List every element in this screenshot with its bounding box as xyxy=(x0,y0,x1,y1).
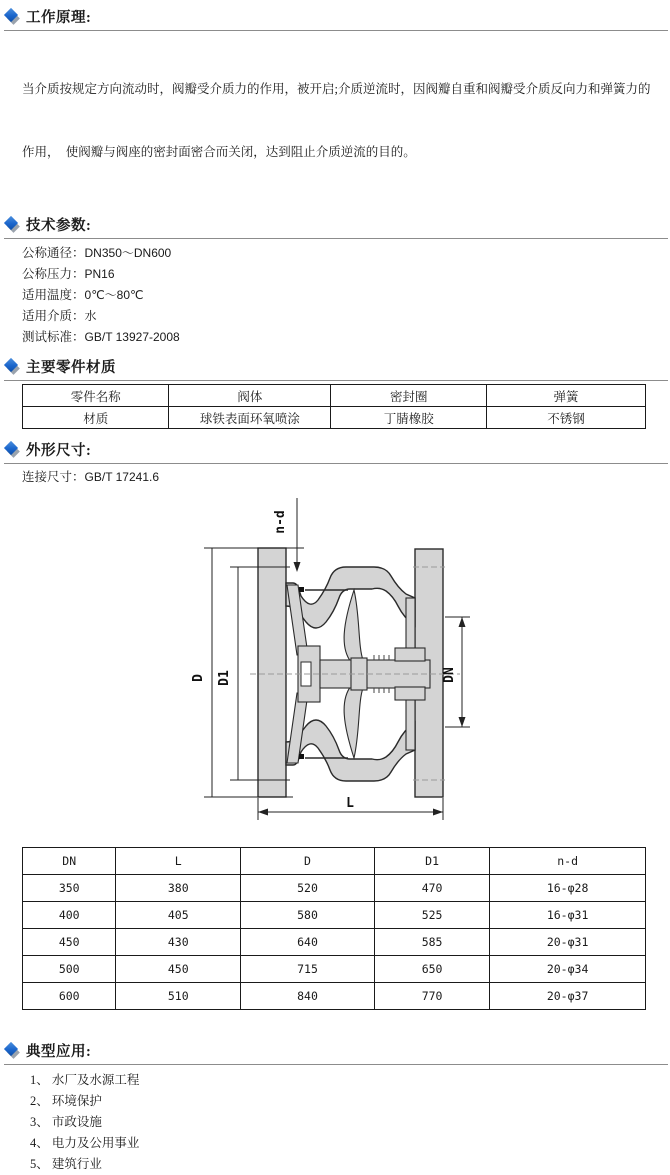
materials-data-row xyxy=(23,407,646,429)
section-title-materials: 主要零件材质 xyxy=(26,360,116,376)
table-row xyxy=(23,929,646,956)
table-cell: 650 xyxy=(374,956,489,983)
table-cell: 不锈钢 xyxy=(487,407,646,429)
connection-value: GB/T 17241.6 xyxy=(84,470,160,484)
dim-label-D: D xyxy=(191,674,206,682)
list-item: 1、 水厂及水源工程 xyxy=(30,1073,140,1087)
table-cell: 770 xyxy=(374,983,489,1010)
dimension-table xyxy=(22,847,646,1010)
lower-collar xyxy=(395,687,425,700)
table-cell: 840 xyxy=(241,983,375,1010)
param-row xyxy=(22,306,670,327)
param-label: 适用介质： xyxy=(22,309,85,323)
table-cell: 430 xyxy=(116,929,241,956)
connection-label: 连接尺寸： xyxy=(22,470,85,484)
connection-size-row xyxy=(22,467,670,488)
table-cell: 470 xyxy=(374,875,489,902)
dim-label-nd: n-d xyxy=(273,510,288,534)
section-header-applications xyxy=(4,1034,668,1065)
diamond-bullet-icon xyxy=(4,217,20,232)
DN-arrowhead xyxy=(459,617,466,627)
table-cell: 材质 xyxy=(23,407,169,429)
table-cell: 525 xyxy=(374,902,489,929)
table-cell: 500 xyxy=(23,956,116,983)
table-cell: 600 xyxy=(23,983,116,1010)
materials-table xyxy=(22,384,646,429)
diamond-bullet-icon xyxy=(4,359,20,374)
L-arrowhead xyxy=(258,809,268,816)
table-cell: 16-φ28 xyxy=(490,875,646,902)
section-header-outline xyxy=(4,433,668,464)
table-cell: 400 xyxy=(23,902,116,929)
table-row xyxy=(23,902,646,929)
table-cell: 450 xyxy=(23,929,116,956)
table-cell: 20-φ34 xyxy=(490,956,646,983)
diamond-bullet-icon xyxy=(4,9,20,24)
param-value: 0℃～80℃ xyxy=(84,288,144,302)
table-cell: 640 xyxy=(241,929,375,956)
principle-line-2: 作用， 使阀瓣与阀座的密封面密合而关闭，达到阻止介质逆流的目的。 xyxy=(22,145,416,159)
DN-arrowhead xyxy=(459,717,466,727)
param-value: GB/T 13927-2008 xyxy=(84,330,180,344)
list-item: 2、 环境保护 xyxy=(30,1094,102,1108)
table-cell: 丁腈橡胶 xyxy=(331,407,487,429)
table-cell: DN xyxy=(23,848,116,875)
section-header-materials xyxy=(4,350,668,381)
list-item: 4、 电力及公用事业 xyxy=(30,1136,140,1150)
upper-collar xyxy=(395,648,425,661)
table-cell: 520 xyxy=(241,875,375,902)
table-cell: 16-φ31 xyxy=(490,902,646,929)
param-label: 公称压力： xyxy=(22,267,85,281)
table-row xyxy=(23,983,646,1010)
table-cell: L xyxy=(116,848,241,875)
param-row xyxy=(22,264,670,285)
left-flange xyxy=(258,548,286,797)
param-value: PN16 xyxy=(84,267,115,281)
dim-label-DN: DN xyxy=(442,667,457,683)
param-label: 测试标准： xyxy=(22,330,85,344)
section-title-applications: 典型应用: xyxy=(26,1044,92,1060)
table-cell: 580 xyxy=(241,902,375,929)
principle-line-1: 当介质按规定方向流动时，阀瓣受介质力的作用，被开启;介质逆流时，因阀瓣自重和阀瓣受介质反向力和弹簧力的 xyxy=(22,82,651,96)
table-row xyxy=(23,956,646,983)
param-label: 公称通径： xyxy=(22,246,85,260)
dim-label-L: L xyxy=(346,796,354,811)
L-arrowhead xyxy=(433,809,443,816)
application-list xyxy=(30,1070,670,1175)
table-cell: 球铁表面环氧喷涂 xyxy=(169,407,331,429)
principle-paragraph xyxy=(22,37,670,205)
param-row xyxy=(22,243,670,264)
param-value: DN350～DN600 xyxy=(84,246,172,260)
table-cell: 密封圈 xyxy=(331,385,487,407)
table-cell: 20-φ31 xyxy=(490,929,646,956)
valve-drawing-area xyxy=(0,490,670,843)
parameter-list xyxy=(22,243,670,348)
table-row xyxy=(23,875,646,902)
valve-drawing xyxy=(158,490,488,843)
list-item: 5、 建筑行业 xyxy=(30,1157,102,1171)
table-cell: n-d xyxy=(490,848,646,875)
section-header-principle xyxy=(4,0,668,31)
table-cell: 20-φ37 xyxy=(490,983,646,1010)
table-cell: 405 xyxy=(116,902,241,929)
table-cell: 715 xyxy=(241,956,375,983)
table-cell: 零件名称 xyxy=(23,385,169,407)
upper-seal xyxy=(299,587,304,592)
param-label: 适用温度： xyxy=(22,288,85,302)
dim-label-D1: D1 xyxy=(217,670,232,686)
table-cell: 弹簧 xyxy=(487,385,646,407)
table-cell: 380 xyxy=(116,875,241,902)
table-cell: 阀体 xyxy=(169,385,331,407)
param-row xyxy=(22,327,670,348)
section-title-principle: 工作原理: xyxy=(26,10,92,26)
diamond-bullet-icon xyxy=(4,442,20,457)
diamond-bullet-icon xyxy=(4,1043,20,1058)
table-cell: 510 xyxy=(116,983,241,1010)
table-cell: 450 xyxy=(116,956,241,983)
table-cell: D1 xyxy=(374,848,489,875)
nd-arrowhead xyxy=(294,562,301,572)
dimension-header-row xyxy=(23,848,646,875)
table-cell: 350 xyxy=(23,875,116,902)
list-item: 3、 市政设施 xyxy=(30,1115,102,1129)
table-cell: D xyxy=(241,848,375,875)
lower-seal xyxy=(299,754,304,759)
section-title-parameters: 技术参数: xyxy=(26,218,92,234)
table-cell: 585 xyxy=(374,929,489,956)
param-row xyxy=(22,285,670,306)
section-header-parameters xyxy=(4,208,668,239)
section-title-outline: 外形尺寸: xyxy=(26,443,92,459)
param-value: 水 xyxy=(84,309,97,323)
materials-header-row xyxy=(23,385,646,407)
